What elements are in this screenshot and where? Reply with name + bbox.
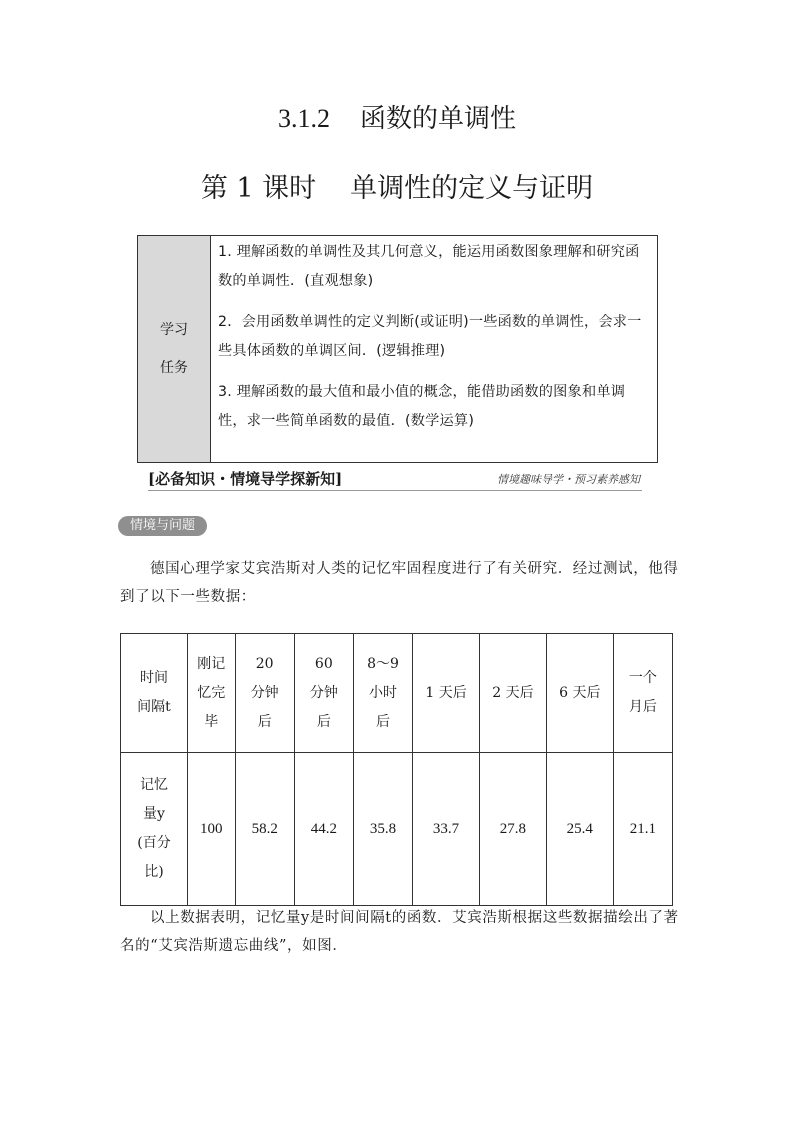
learning-tasks-label xyxy=(138,236,211,462)
section-header-subtitle: 情境趣味导学・预习素养感知 xyxy=(497,473,640,486)
table-header-cell: 2 天后 xyxy=(479,634,546,753)
memory-data-table xyxy=(120,633,673,906)
task-label-line2: 任务 xyxy=(160,360,188,376)
section-number: 3.1.2 xyxy=(277,104,330,133)
lesson-number: 第 1 课时 xyxy=(200,173,317,204)
table-header-cell: 8～9 小时后 xyxy=(353,634,412,753)
task-item: 1. 理解函数的单调性及其几何意义，能运用函数图象理解和研究函数的单调性．(直观想象) xyxy=(218,244,640,289)
section-header xyxy=(148,466,642,491)
lesson-name: 单调性的定义与证明 xyxy=(350,173,594,204)
table-row xyxy=(121,634,673,753)
intro-paragraph: 德国心理学家艾宾浩斯对人类的记忆牢固程度进行了有关研究．经过测试，他得到了以下一些数据： xyxy=(120,561,679,605)
table-header-cell: 时间间隔t xyxy=(121,634,188,753)
table-header-cell: 1 天后 xyxy=(413,634,480,753)
task-item: 2．会用函数单调性的定义判断(或证明)一些函数的单调性，会求一些具体函数的单调区间．(逻辑推理) xyxy=(218,314,642,359)
section-title xyxy=(0,98,794,135)
lesson-title xyxy=(0,166,794,205)
table-header-cell: 20 分钟后 xyxy=(235,634,294,753)
task-item: 3. 理解函数的最大值和最小值的概念，能借助函数的图象和单调性，求一些简单函数的最值．(数学运算) xyxy=(218,384,626,429)
table-cell: 33.7 xyxy=(413,753,480,906)
table-cell: 35.8 xyxy=(353,753,412,906)
table-cell: 44.2 xyxy=(294,753,353,906)
table-row xyxy=(121,753,673,906)
table-header-cell: 60 分钟后 xyxy=(294,634,353,753)
context-badge: 情境与问题 xyxy=(118,516,207,536)
table-cell: 21.1 xyxy=(613,753,672,906)
table-cell: 25.4 xyxy=(546,753,613,906)
table-header-cell: 刚记忆完毕 xyxy=(188,634,236,753)
section-name: 函数的单调性 xyxy=(359,104,516,134)
table-header-cell: 6 天后 xyxy=(546,634,613,753)
task-label-line1: 学习 xyxy=(160,322,188,338)
section-header-title: [必备知识・情境导学探新知] xyxy=(148,470,343,488)
learning-tasks-list xyxy=(211,236,657,462)
table-cell: 100 xyxy=(188,753,236,906)
table-cell: 58.2 xyxy=(235,753,294,906)
conclusion-paragraph: 以上数据表明，记忆量y是时间间隔t的函数．艾宾浩斯根据这些数据描绘出了著名的“艾宾浩斯遗忘曲线”，如图． xyxy=(120,910,679,954)
table-header-cell: 一个月后 xyxy=(613,634,672,753)
learning-tasks-box xyxy=(137,235,658,463)
table-cell: 27.8 xyxy=(479,753,546,906)
table-header-cell: 记忆量y(百分比) xyxy=(121,753,188,906)
